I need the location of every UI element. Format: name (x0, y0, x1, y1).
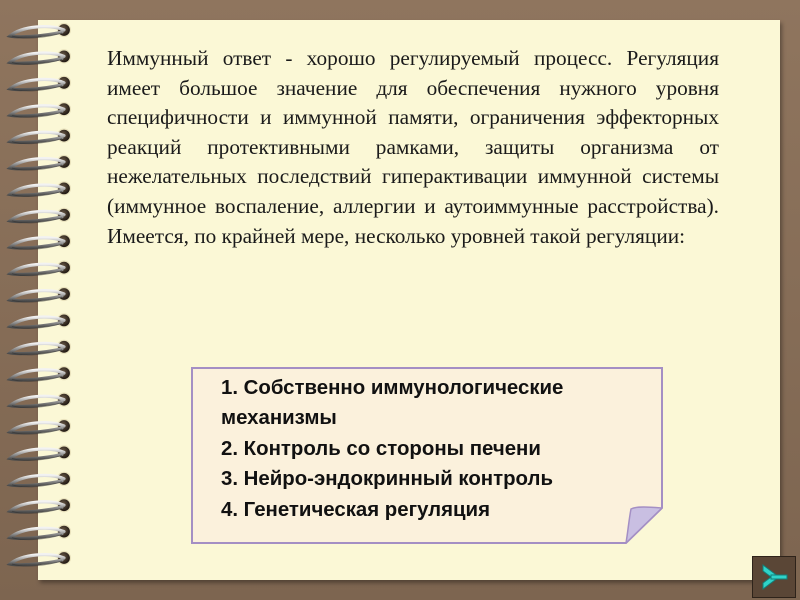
regulation-levels-list (221, 373, 663, 525)
list-item: 1. Собственно иммунологические механизмы (221, 377, 564, 430)
chevron-right-icon (757, 561, 791, 593)
note-box (191, 367, 663, 544)
list-item: 4. Генетическая регуляция (221, 498, 490, 521)
spiral-binding (0, 22, 80, 578)
list-item: 3. Нейро-эндокринный контроль (221, 468, 553, 491)
main-paragraph: Иммунный ответ - хорошо регулируемый процесс. Регуляция имеет большое значение для обеспечения нужного уровня специфичности и иммунной памяти, ограничения эффекторных реакций протективными рамками, защиты организма от нежелательных последствий гиперактивации иммунной системы (иммунное воспаление, аллергии и аутоиммунные расстройства). Имеется, по крайней мере, несколько уровней такой регуляции: (107, 46, 719, 248)
list-item: 2. Контроль со стороны печени (221, 437, 541, 460)
next-slide-button[interactable] (752, 556, 796, 598)
